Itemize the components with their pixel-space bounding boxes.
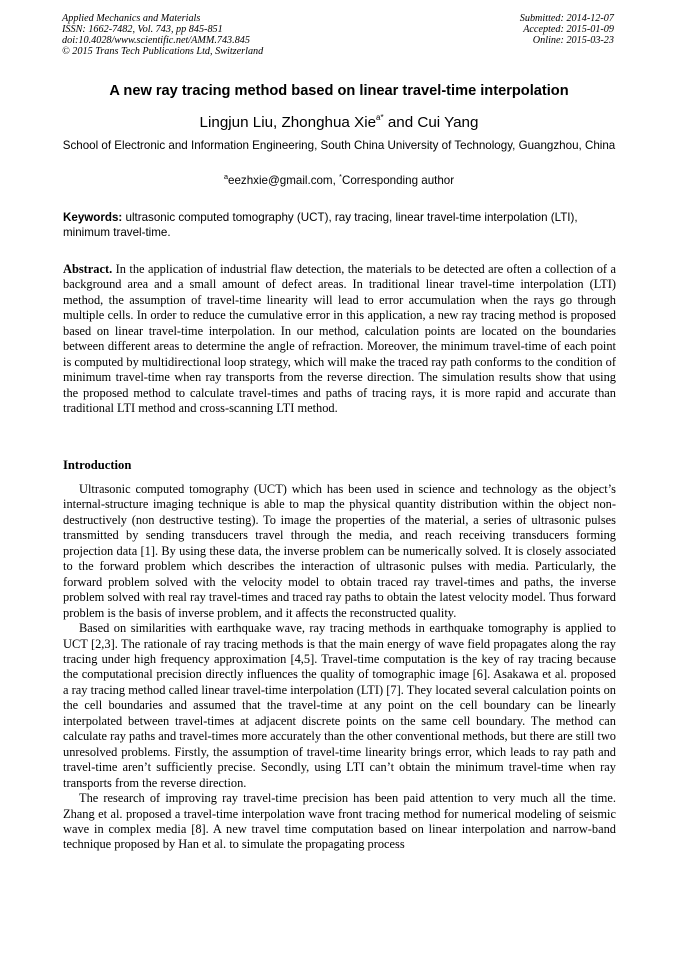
keywords-label: Keywords: bbox=[63, 211, 123, 224]
doi-line: doi:10.4028/www.scientific.net/AMM.743.845 bbox=[62, 35, 250, 47]
email-superscript-a: a bbox=[223, 172, 229, 181]
contact-email bbox=[40, 173, 638, 188]
abstract-block bbox=[63, 262, 616, 417]
journal-name: Applied Mechanics and Materials bbox=[62, 13, 201, 24]
author-list bbox=[40, 113, 638, 133]
accepted-date: Accepted: 2015-01-09 bbox=[523, 24, 614, 36]
paper-title: A new ray tracing method based on linear travel-time interpolation bbox=[109, 83, 569, 99]
intro-paragraph-3: The research of improving ray travel-time precision has been paid attention to very much all the time. Zhang et al. proposed a travel-time interpolation wave front tracing method for numerical modeling of seismic wave in complex media [8]. A new travel time computation based on linear interpolation and narrow-band technique proposed by Han et al. to simulate the propagating process bbox=[63, 791, 616, 852]
abstract-text: In the application of industrial flaw detection, the materials to be detected are often a collection of a background area and a small amount of defect areas. In traditional linear travel-time interpolation (LTI) method, the assumption of travel-time linearity will lead to error accumulation when the rays go through multiple cells. In order to reduce the cumulative error in this application, a new ray tracing method is proposed based on linear travel-time interpolation. In our method, calculation points are located on the boundaries between different areas to determine the angle of refraction. Moreover, the minimum travel-time of each point is computed by multidirectional loop strategy, which will make the traced ray path conforms to the condition of minimum travel-time when ray transports from the reverse direction. The simulation results show that using the proposed method to calculate travel-times and paths of tracing rays, it is more rapid and accurate than traditional LTI method and cross-scanning LTI method. bbox=[63, 262, 616, 416]
authors-last: and Cui Yang bbox=[383, 114, 479, 131]
authors-first: Lingjun Liu, Zhonghua Xie bbox=[199, 114, 377, 131]
section-heading-introduction: Introduction bbox=[63, 458, 132, 472]
keywords-block bbox=[63, 210, 616, 241]
email-address: eezhxie@gmail.com, bbox=[228, 174, 340, 187]
keywords-text: ultrasonic computed tomography (UCT), ray tracing, linear travel-time interpolation (LTI), minimum travel-time. bbox=[63, 211, 578, 240]
affiliation: School of Electronic and Information Engineering, South China University of Technology, Guangzhou, China bbox=[62, 139, 616, 152]
issn-line: ISSN: 1662-7482, Vol. 743, pp 845-851 bbox=[62, 24, 223, 36]
submitted-date: Submitted: 2014-12-07 bbox=[519, 13, 614, 24]
intro-paragraph-2: Based on similarities with earthquake wave, ray tracing methods in earthquake tomography is applied to UCT [2,3]. The rationale of ray tracing methods is that the main energy of wave field propagates along the ray tracing under high frequency approximation [4,5]. Travel-time computation is the key of ray tracing because the computational precision directly influences the quality of tomographic image [6]. Asakawa et al. proposed a ray tracing method called linear travel-time interpolation (LTI) [7]. They located several calculation points on the cell boundaries and assumed that the travel-time at any point on the cell boundary can be linearly interpolated between travel-times at adjacent discrete points on the same cell boundary. The method can calculate ray paths and travel-times more accurately than the other conventional methods, but there are still two unresolved problems. Firstly, the assumption of travel-time linearity brings error, which leads to ray path and travel-time aren’t sufficiently precise. Secondly, using LTI can’t obtain the minimum travel-time when ray transports from the reverse direction. bbox=[63, 621, 616, 790]
author-superscript: a* bbox=[376, 113, 384, 122]
abstract-label: Abstract. bbox=[63, 262, 113, 276]
corresponding-note: Corresponding author bbox=[341, 174, 455, 187]
online-date: Online: 2015-03-23 bbox=[532, 35, 614, 47]
journal-info bbox=[62, 13, 402, 57]
introduction-body bbox=[63, 482, 616, 853]
copyright-line: © 2015 Trans Tech Publications Ltd, Switzerland bbox=[62, 46, 264, 58]
intro-paragraph-1: Ultrasonic computed tomography (UCT) which has been used in science and technology as the object’s internal-structure imaging technique is able to map the physical quantity distribution within the object non-destructively (non destructive testing). To image the properties of the material, a series of ultrasonic pulses transmitted by sending transducers travel through the media, and reach receiving transducers forming projection data [1]. By using these data, the inverse problem can be numerically solved. It is closely associated to the forward problem which describes the interaction of ultrasonic pulses with media. Particularly, the forward problem solved with the velocity model to obtain traced ray travel-times and paths, the inverse problem solved with real ray travel-times and traced ray paths to obtain the latest velocity model. Thus forward problem is the basis of inverse problem, and it affects the reconstructed quality. bbox=[63, 482, 616, 620]
email-superscript-star: * bbox=[339, 172, 342, 181]
publication-dates bbox=[374, 13, 614, 46]
